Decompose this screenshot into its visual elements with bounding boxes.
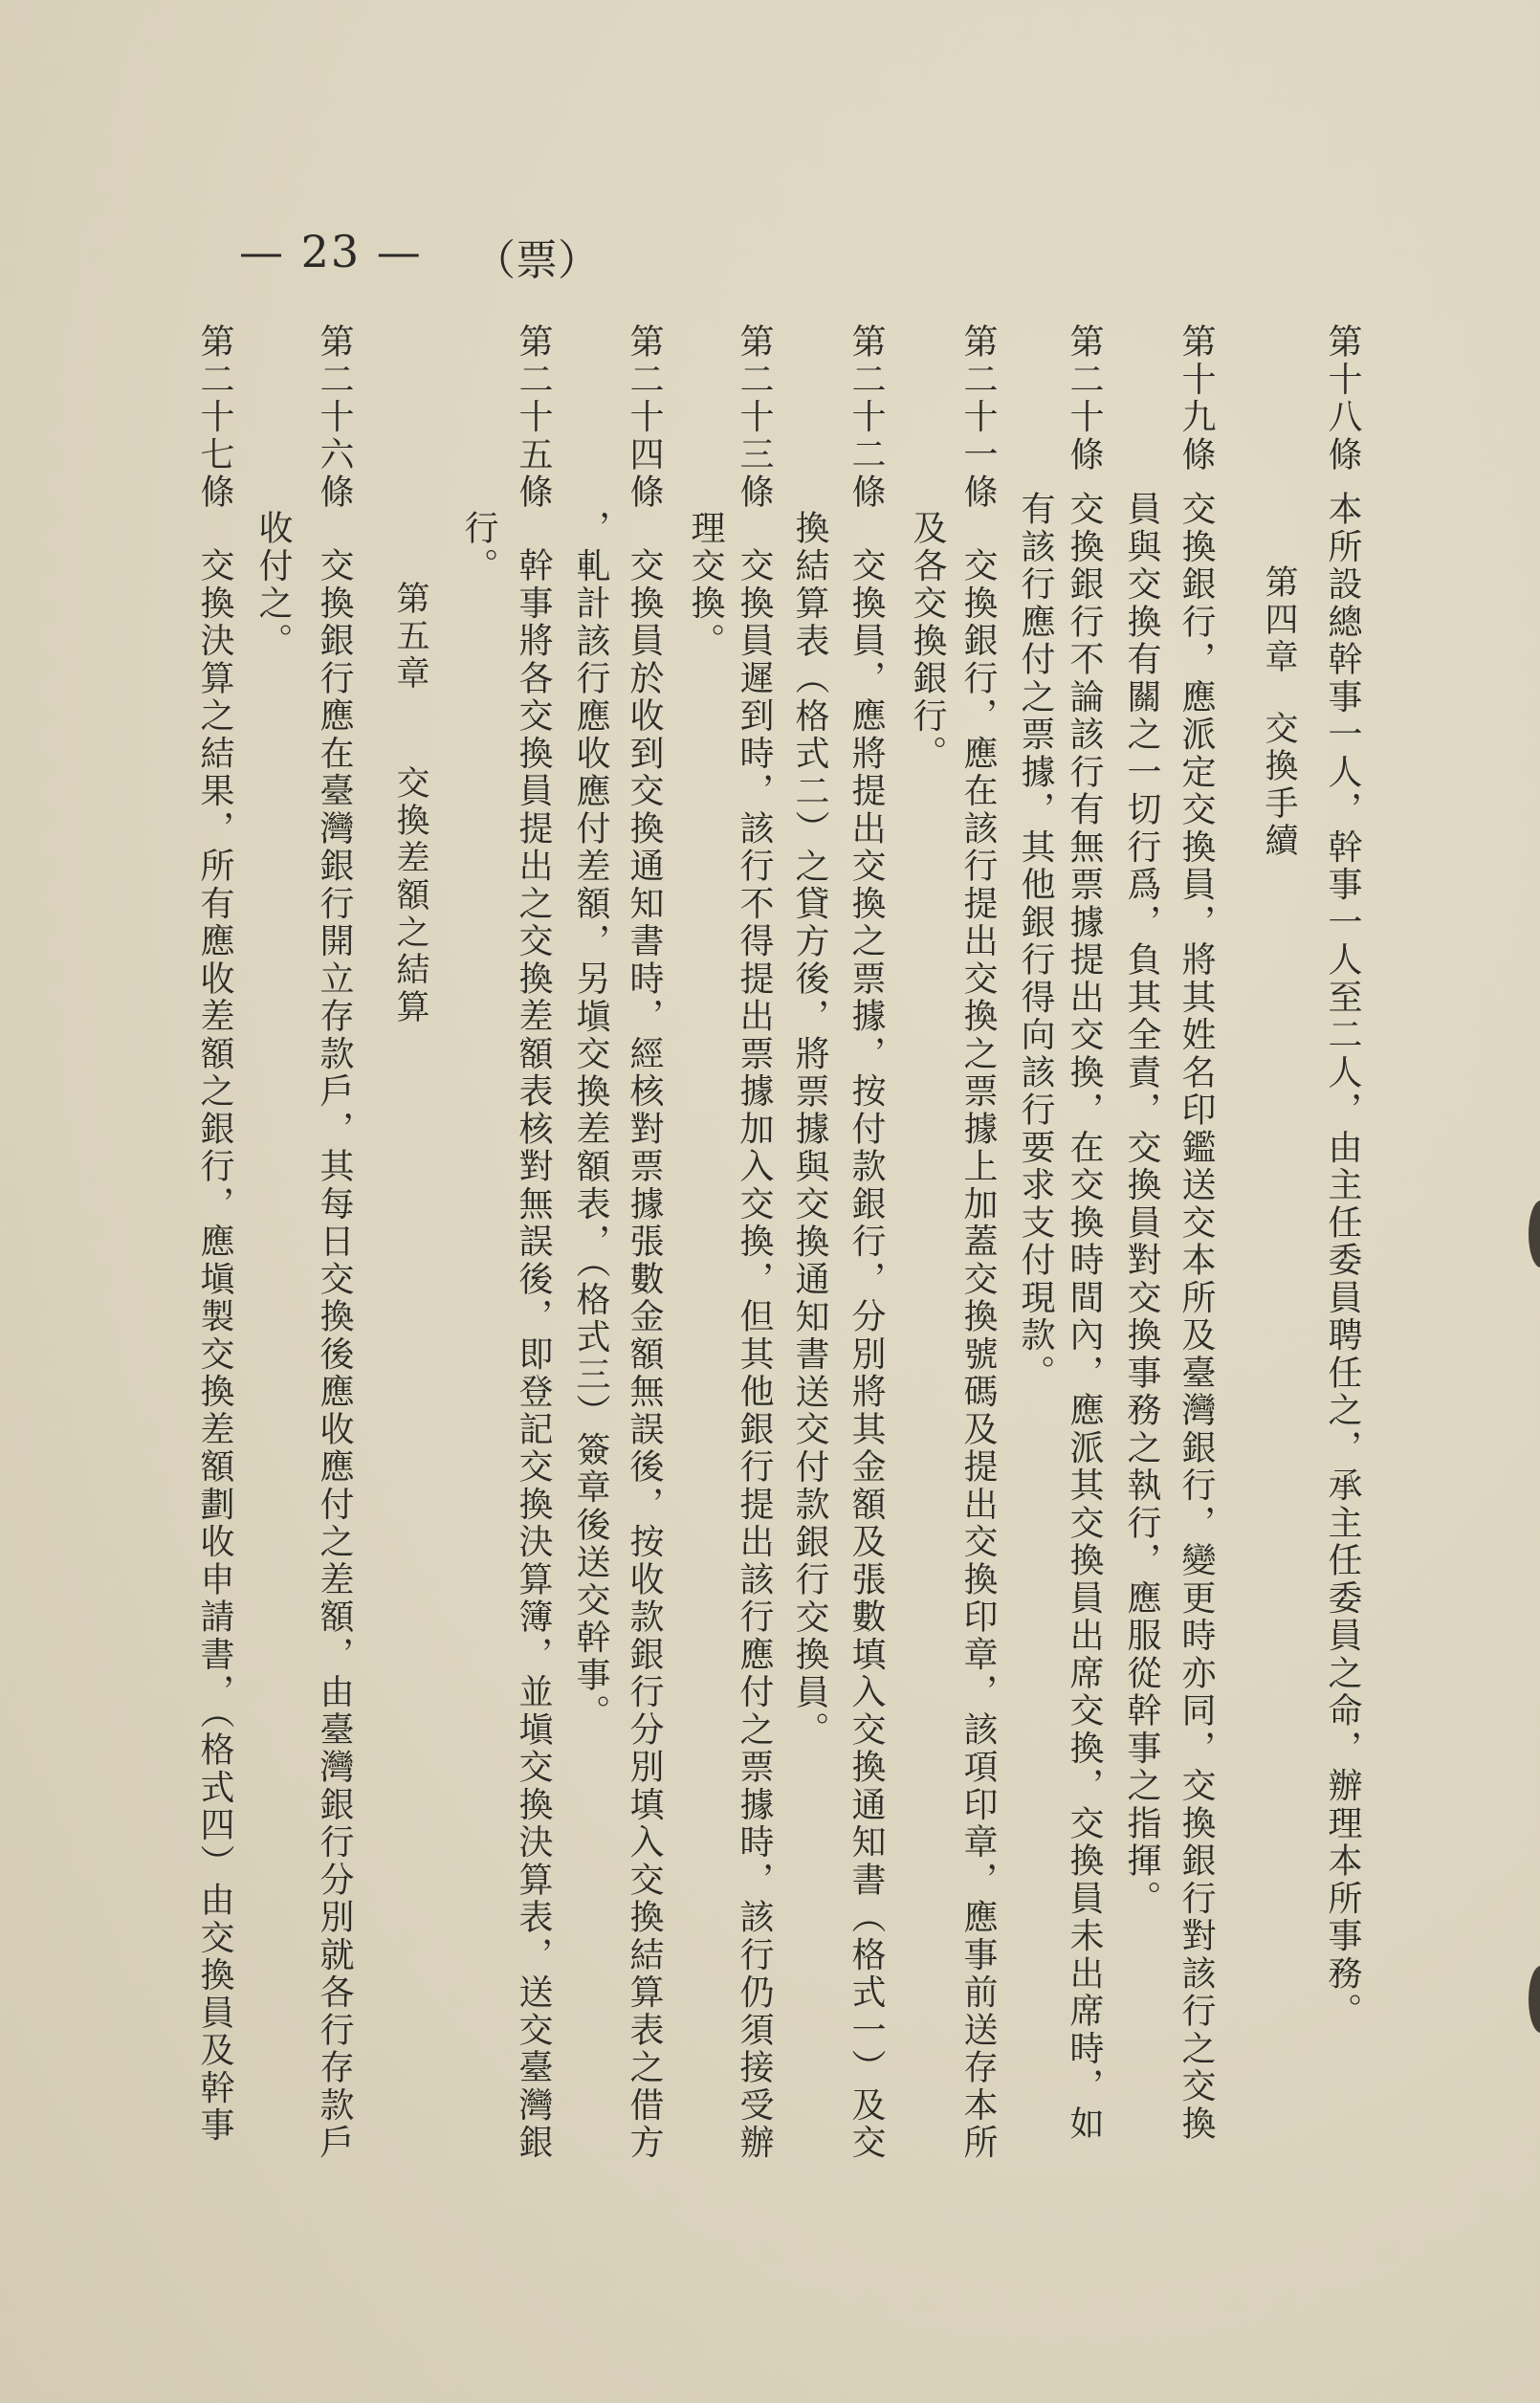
article-24-text-cont: ，軋計該行應收應付差額，另塡交換差額表，（格式三）簽章後送交幹事。 — [571, 510, 610, 1732]
article-18-text: 本所設總幹事一人，幹事一人至二人，由主任委員聘任之，承主任委員之命，辦理本所事務。 — [1323, 491, 1362, 2031]
article-25-text: 幹事將各交換員提出之交換差額表核對無誤後，即登記交換決算簿，並塡交換決算表，送交臺灣銀 — [514, 547, 553, 2162]
chapter-4-title: 交換手續 — [1260, 711, 1298, 860]
page-number: — 23 — — [239, 226, 423, 277]
article-18-heading: 第十八條 — [1323, 323, 1362, 474]
chapter-5-number: 第五章 — [391, 581, 429, 693]
article-25-text-cont: 行。 — [459, 510, 498, 585]
binding-hole — [1529, 1966, 1540, 2033]
article-22-text: 交換員，應將提出交換之票據，按付款銀行，分別將其金額及張數填入交換通知書（格式一）及交 — [847, 547, 886, 2162]
chapter-5-title: 交換差額之結算 — [391, 765, 429, 1026]
article-25-heading: 第二十五條 — [514, 323, 553, 512]
article-19-text-cont: 員與交換有關之一切行爲，負其全責，交換員對交換事務之執行，應服從幹事之指揮。 — [1122, 491, 1161, 1918]
article-21-text-cont: 及各交換銀行。 — [908, 510, 947, 773]
article-20-heading: 第二十條 — [1065, 323, 1104, 474]
article-22-heading: 第二十二條 — [847, 323, 886, 512]
article-27-text: 交換決算之結果，所有應收差額之銀行，應塡製交換差額劃收申請書，（格式四）由交換員及幹事 — [195, 547, 234, 2145]
article-26-heading: 第二十六條 — [315, 323, 354, 512]
article-24-text: 交換員於收到交換通知書時，經核對票據張數金額無誤後，按收款銀行分別填入交換結算表之借方 — [625, 547, 664, 2162]
article-22-text-cont: 換結算表（格式二）之貸方後，將票據與交換通知書送交付款銀行交換員。 — [790, 510, 829, 1750]
article-20-text-cont: 有該行應付之票據，其他銀行得向該行要求支付現款。 — [1016, 491, 1055, 1392]
article-21-text: 交換銀行，應在該行提出交換之票據上加蓋交換號碼及提出交換印章，該項印章，應事前送存本所 — [958, 547, 998, 2162]
article-26-text: 交換銀行應在臺灣銀行開立存款戶，其每日交換後應收應付之差額，由臺灣銀行分別就各行存款戶 — [315, 547, 354, 2162]
article-21-heading: 第二十一條 — [958, 323, 998, 512]
article-19-text: 交換銀行，應派定交換員，將其姓名印鑑送交本所及臺灣銀行，變更時亦同，交換銀行對該行之交換 — [1177, 491, 1216, 2143]
article-19-heading: 第十九條 — [1177, 323, 1216, 474]
article-24-heading: 第二十四條 — [625, 323, 664, 512]
article-23-heading: 第二十三條 — [735, 323, 774, 512]
chapter-4-number: 第四章 — [1260, 564, 1298, 676]
article-26-text-cont: 收付之。 — [253, 510, 293, 660]
article-23-text: 交換員遲到時，該行不得提出票據加入交換，但其他銀行提出該行應付之票據時，該行仍須接受辦 — [735, 547, 774, 2162]
binding-hole — [1529, 1201, 1540, 1268]
article-20-text: 交換銀行不論該行有無票據提出交換，在交換時間內，應派其交換員出席交換，交換員未出席時，如 — [1065, 491, 1104, 2143]
article-23-text-cont: 理交換。 — [686, 510, 725, 660]
section-mark: （票） — [473, 236, 600, 285]
article-27-heading: 第二十七條 — [195, 323, 234, 512]
